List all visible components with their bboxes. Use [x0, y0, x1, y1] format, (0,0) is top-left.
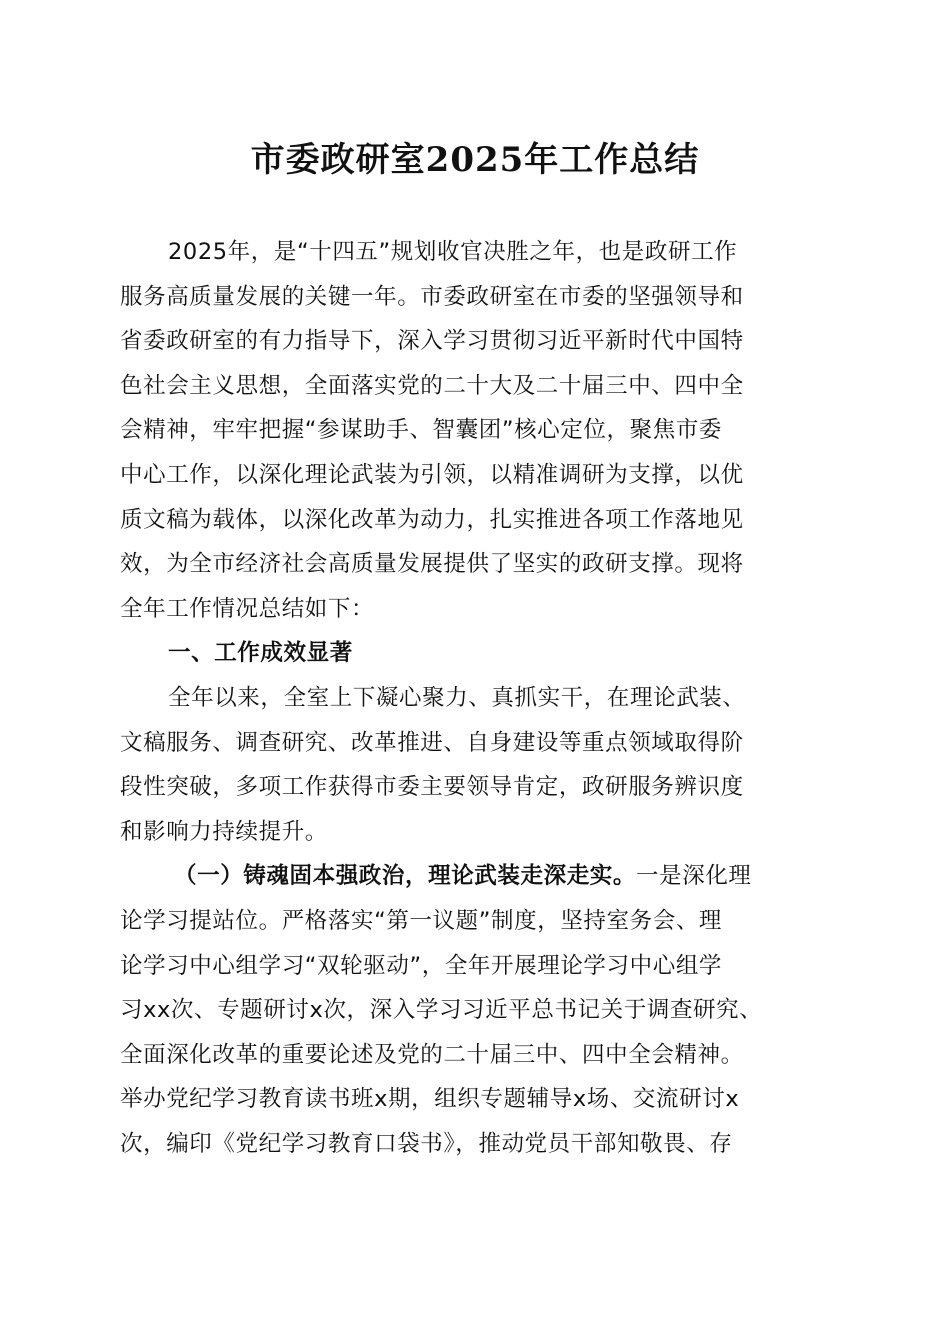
paragraph-line: 论学习提站位。严格落实“第一议题”制度，坚持室务会、理 — [120, 907, 723, 934]
paragraph-line: 举办党纪学习教育读书班x期，组织专题辅导x场、交流研讨x — [120, 1086, 740, 1113]
paragraph-line: 质文稿为载体，以深化改革为动力，扎实推进各项工作落地见 — [120, 506, 744, 533]
paragraph-line: 习xx次、专题研讨x次，深入学习习近平总书记关于调查研究、 — [120, 997, 763, 1024]
paragraph-line: 次，编印《党纪学习教育口袋书》，推动党员干部知敬畏、存 — [120, 1130, 733, 1157]
document-title: 市委政研室2025年工作总结 — [250, 140, 700, 180]
subsection-first-line — [120, 854, 832, 899]
paragraph-line: 全年以来，全室上下凝心聚力、真抓实干，在理论武装、 — [168, 684, 746, 711]
section-heading: 一、工作成效显著 — [168, 640, 353, 667]
paragraph-line: 色社会主义思想，全面落实党的二十大及二十届三中、四中全 — [120, 372, 744, 399]
paragraph-line: 论学习中心组学习“双轮驱动”，全年开展理论学习中心组学 — [120, 952, 723, 979]
paragraph-line: 2025年，是“十四五”规划收官决胜之年，也是政研工作 — [168, 239, 738, 265]
paragraph-line: 和影响力持续提升。 — [120, 818, 328, 845]
paragraph-line: 段性突破，多项工作获得市委主要领导肯定，政研服务辨识度 — [120, 774, 744, 801]
document-body — [120, 230, 832, 1166]
subsection-first-line-rest: 一是深化理 — [636, 863, 752, 890]
paragraph-line: 省委政研室的有力指导下，深入学习贯彻习近平新时代中国特 — [120, 328, 744, 355]
paragraph-line: 文稿服务、调查研究、改革推进、自身建设等重点领域取得阶 — [120, 729, 744, 756]
paragraph-line: 中心工作，以深化理论武装为引领，以精准调研为支撑，以优 — [120, 461, 744, 488]
paragraph-line: 服务高质量发展的关键一年。市委政研室在市委的坚强领导和 — [120, 283, 744, 310]
paragraph-line: 全面深化改革的重要论述及党的二十届三中、四中全会精神。 — [120, 1041, 744, 1068]
paragraph-line: 会精神，牢牢把握“参谋助手、智囊团”核心定位，聚焦市委 — [120, 417, 723, 444]
paragraph-line: 全年工作情况总结如下： — [120, 595, 375, 622]
subsection-title: （一）铸魂固本强政治，理论武装走深走实。 — [174, 863, 637, 890]
paragraph-line: 效，为全市经济社会高质量发展提供了坚实的政研支撑。现将 — [120, 551, 744, 578]
